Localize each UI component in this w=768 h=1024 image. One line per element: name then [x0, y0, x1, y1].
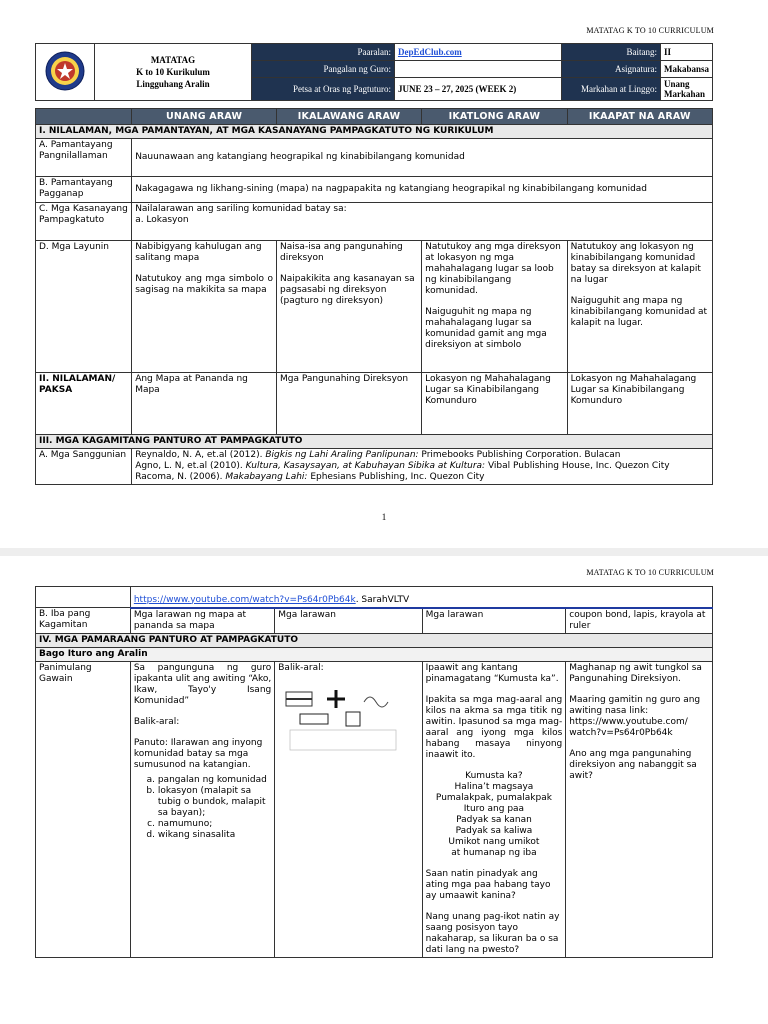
panimula-day3-p1: Ipaawit ang kantang pinamagatang “Kumusta ka”.: [425, 662, 559, 684]
row-label-kasanayan: C. Mga Kasanayang Pampagkatuto: [36, 203, 132, 241]
paksa-day3: Lokasyon ng Mahahalagang Lugar sa Kinabibilangang Komunduro: [422, 373, 567, 435]
song-line: Umikot nang umikot: [448, 836, 540, 847]
layunin-day3-p1: Natutukoy ang mga direksyon at lokasyon ng mga mahahalagang lugar sa loob ng kinabibilangang komunidad.: [425, 242, 561, 296]
asignatura-label: Asignatura:: [561, 61, 660, 78]
lesson-plan-table-continued: [35, 586, 713, 958]
petsa-value: JUNE 23 – 27, 2025 (WEEK 2): [394, 78, 561, 101]
lesson-plan-table: [35, 108, 713, 485]
layunin-day1: [132, 241, 277, 373]
deped-seal-icon: [45, 51, 85, 91]
row-label-sanggunian: A. Mga Sanggunian: [36, 449, 132, 485]
guro-value: [394, 61, 561, 78]
song-line: Padyak sa kanan: [456, 814, 532, 825]
markahan-value: Unang Markahan: [660, 78, 712, 101]
column-header-day1: UNANG ARAW: [132, 109, 277, 125]
katangian-list: [148, 775, 271, 841]
song-line: Kumusta ka?: [465, 770, 523, 781]
panimula-day3: [422, 661, 566, 957]
legend-box: [290, 730, 396, 750]
layunin-day4-p2: Naiguguhit ang mapa ng kinabibilangang komunidad at kalapit na lugar.: [570, 296, 708, 328]
song-line: Pumalakpak, pumalakpak: [435, 792, 552, 803]
video-link-cell: [130, 587, 712, 608]
panimula-day1-p1: Sa pangunguna ng guro ipakanta ulit ang awiting “Ako, Ikaw, Tayo'y Isang Komunidad”: [133, 662, 272, 706]
layunin-day2: [277, 241, 422, 373]
panimula-day2: [275, 661, 422, 957]
kagamitan-day1: Mga larawan ng mapa at pananda sa mapa: [130, 608, 274, 634]
markahan-label: Markahan at Linggo:: [561, 78, 660, 101]
kagamitan-day3: Mga larawan: [422, 608, 566, 634]
row-label-pagganap: B. Pamantayang Pagganap: [36, 177, 132, 203]
section-heading-1: I. NILALAMAN, MGA PAMANTAYAN, AT MGA KASANAYANG PAMPAGKATUTO NG KURIKULUM: [36, 125, 713, 139]
column-header-day3: IKATLONG ARAW: [422, 109, 567, 125]
reference-2: Agno, L. N, et.al (2010). Kultura, Kasaysayan, at Kabuhayan Sibika at Kultura: Vibal Publishing House, Inc. Quezon City: [135, 461, 670, 471]
panimula-day3-p4: Nang unang pag-ikot natin ay saang posisyon tayo nakaharap, sa likuran ba o sa dati lang na pwesto?: [425, 911, 560, 955]
paksa-day4: Lokasyon ng Mahahalagang Lugar sa Kinabibilangang Komunduro: [567, 373, 712, 435]
lesson-header-table: [35, 43, 713, 101]
panimula-day1-p3: Panuto: Ilarawan ang inyong komunidad batay sa mga sumusunod na katangian.: [133, 737, 263, 770]
baitang-label: Baitang:: [561, 44, 660, 61]
water-wave-icon: [364, 697, 388, 707]
youtube-link[interactable]: https://www.youtube.com/watch?v=Ps64r0Pb64k: [133, 594, 356, 605]
curriculum-tag: MATATAG K TO 10 CURRICULUM: [586, 26, 714, 35]
layunin-day4-p1: Natutukoy ang lokasyon ng kinabibilangang komunidad batay sa direksyon at kalapit na lugar: [570, 242, 701, 285]
row-label-paksa: II. NILALAMAN/ PAKSA: [36, 373, 132, 435]
panimula-day4: [566, 661, 713, 957]
list-item: a. pangalan ng komunidad: [158, 775, 271, 786]
youtube-link-suffix: . SarahVLTV: [355, 594, 410, 605]
list-item: b. lokasyon (malapit sa tubig o bundok, malapit sa bayan);: [158, 786, 271, 819]
panimula-day1: [130, 661, 274, 957]
song-line: Halina’t magsaya: [454, 781, 534, 792]
layunin-day1-p1: Nabibigyang kahulugan ang salitang mapa: [135, 242, 262, 263]
list-item: c. namumuno;: [158, 819, 271, 830]
panimula-day2-p1: Balik-aral:: [278, 662, 324, 673]
layunin-day4: [567, 241, 712, 373]
url-row-label: [36, 587, 131, 608]
kagamitan-day4: coupon bond, lapis, krayola at ruler: [566, 608, 713, 634]
list-item: d. wikang sinasalita: [158, 830, 271, 841]
petsa-label: Petsa at Oras ng Pagtuturo:: [251, 78, 394, 101]
layunin-day2-p1: Naisa-isa ang pangunahing direksyon: [280, 242, 403, 263]
baitang-value: II: [660, 44, 712, 61]
layunin-day1-p2: Natutukoy ang mga simbolo o sagisag na makikita sa mapa: [135, 274, 273, 295]
lesson-title: [94, 44, 251, 101]
panimula-day3-p3: Saan natin pinadyak ang ating mga paa habang tayo ay umaawit kanina?: [425, 868, 551, 901]
deped-seal: [36, 44, 95, 101]
panimula-day4-p2: Maaring gamitin ng guro ang awiting nasa link: https://www.youtube.com/ watch?v=Ps64r0Pb64k: [569, 694, 701, 738]
pagganap-text: Nakagagawa ng likhang-sining (mapa) na nagpapakita ng katangiang heograpikal ng kinabibilangang komunidad: [132, 177, 713, 203]
curriculum-tag-page2: MATATAG K TO 10 CURRICULUM: [586, 568, 714, 577]
paaralan-value[interactable]: [394, 44, 561, 61]
section-heading-4: IV. MGA PAMARAANG PANTURO AT PAMPAGKATUTO: [36, 633, 713, 647]
reference-3: Racoma, N. (2006). Makabayang Lahi: Ephesians Publishing, Inc. Quezon City: [135, 472, 485, 482]
column-header-day2: IKALAWANG ARAW: [277, 109, 422, 125]
row-label-panimulang-gawain: Panimulang Gawain: [36, 661, 131, 957]
kagamitan-day2: Mga larawan: [275, 608, 422, 634]
paaralan-label: Paaralan:: [251, 44, 394, 61]
paksa-day2: Mga Pangunahing Direksyon: [277, 373, 422, 435]
kasanayan-line-1: Nailalarawan ang sariling komunidad batay sa:: [135, 204, 347, 214]
title-line-1: MATATAG: [150, 55, 196, 65]
corner-header: [36, 109, 132, 125]
paksa-day1: Ang Mapa at Pananda ng Mapa: [132, 373, 277, 435]
layunin-day3: [422, 241, 567, 373]
kasanayan-line-2: a. Lokasyon: [135, 215, 189, 225]
title-line-2: K to 10 Kurikulum: [136, 67, 210, 77]
subheading-bago-ituro: Bago Ituro ang Aralin: [36, 647, 713, 661]
building-symbol-icon: [346, 712, 360, 726]
page-number: 1: [381, 512, 387, 522]
row-label-iba-pang-kagamitan: B. Iba pang Kagamitan: [36, 608, 131, 634]
song-line: Padyak sa kaliwa: [455, 825, 533, 836]
kasanayan-cell: [132, 203, 713, 241]
hospital-cross-icon: [327, 690, 345, 708]
song-line: at humanap ng iba: [451, 847, 537, 858]
document-page-2: [0, 556, 768, 1024]
pangnilalaman-text: Nauunawaan ang katangiang heograpikal ng kinabibilangang komunidad: [132, 139, 713, 177]
layunin-day3-p2: Naiguguhit ng mapa ng mahahalagang lugar sa komunidad gamit ang mga direksiyon at simbolo: [425, 307, 547, 350]
row-label-pangnilalaman: A. Pamantayang Pangnilallaman: [36, 139, 132, 177]
panimula-day3-p2: Ipakita sa mga mag-aaral ang kilos na akma sa mga titik ng awitin. Ipasunod sa mga mag-aaral ang iyong mga kilos habang masaya ninyong inaawit ito.: [425, 694, 563, 760]
layunin-day2-p2: Naipakikita ang kasanayan sa pagsasabi ng direksyon (pagturo ng direksyon): [280, 274, 415, 306]
sanggunian-cell: [132, 449, 713, 485]
asignatura-value: Makabansa: [660, 61, 712, 78]
column-header-day4: IKAAPAT NA ARAW: [567, 109, 712, 125]
kumusta-song-lyrics: [426, 771, 563, 859]
paaralan-link[interactable]: DepEdClub.com: [397, 47, 462, 57]
panimula-day4-p3: Ano ang mga pangunahing direksiyon ang nabanggit sa awit?: [569, 748, 697, 781]
reference-1: Reynaldo, N. A, et.al (2012). Bigkis ng Lahi Araling Panlipunan: Primebooks Publishing Corporation. Bulacan: [135, 450, 621, 460]
map-symbols-figure: [278, 684, 408, 754]
row-label-layunin: D. Mga Layunin: [36, 241, 132, 373]
song-line: Ituro ang paa: [463, 803, 525, 814]
guro-label: Pangalan ng Guro:: [251, 61, 394, 78]
section-heading-3: III. MGA KAGAMITANG PANTURO AT PAMPAGKATUTO: [36, 435, 713, 449]
panimula-day4-p1: Maghanap ng awit tungkol sa Pangunahing Direksiyon.: [569, 662, 702, 684]
title-line-3: Lingguhang Aralin: [136, 79, 210, 89]
panimula-day1-p2: Balik-aral:: [133, 716, 180, 727]
bridge-symbol-icon: [300, 714, 328, 724]
